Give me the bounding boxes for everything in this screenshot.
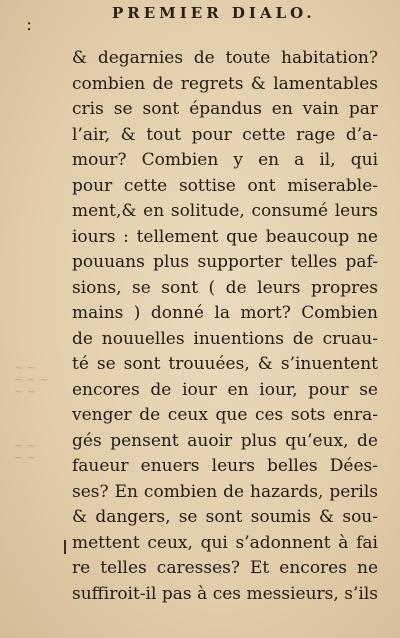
text-line: iours : tellement que beaucoup ne	[72, 226, 378, 247]
text-line: ses? En combien de hazards, perils	[72, 481, 378, 502]
text-line: & degarnies de toute habitation?	[72, 48, 378, 68]
text-line: pour cette sottise ont miserable-	[72, 175, 378, 196]
text-line: faueur enuers leurs belles Dées-	[72, 456, 378, 476]
text-line: sions, se sont ( de leurs propres	[72, 277, 378, 298]
text-line: venger de ceux que ces sots enra-	[72, 405, 378, 425]
text-line: l’air, & tout pour cette rage d’a-	[72, 124, 378, 145]
text-line: cris se sont épandus en vain par	[72, 99, 378, 119]
text-line: gés pensent auoir plus qu’eux, de	[72, 430, 378, 451]
text-line: & dangers, se sont soumis & sou-	[72, 507, 378, 527]
show-through-marks: ~ ~ ~ ~	[14, 439, 36, 464]
text-line: mour? Combien y en a il, qui	[72, 150, 378, 170]
text-line: re telles caresses? Et encores ne	[72, 558, 378, 578]
show-through-marks: ~ ~ ~ ~ ~ ~ ~	[14, 361, 49, 398]
margin-mark: :	[26, 14, 33, 35]
text-line: suffiroit-il pas à ces messieurs, s’ils	[72, 583, 378, 604]
text-line: mettent ceux, qui s’adonnent à fai	[72, 532, 378, 553]
text-line: té se sont trouuées, & s’inuentent	[72, 354, 378, 374]
margin-tick	[64, 540, 66, 554]
text-line: pouuans plus supporter telles paf-	[72, 252, 378, 272]
body-text	[72, 46, 378, 607]
text-line: de nouuelles inuentions de cruau-	[72, 328, 378, 349]
text-line: combien de regrets & lamentables	[72, 73, 378, 94]
text-line: ment,& en solitude, consumé leurs	[72, 201, 378, 221]
text-line: mains ) donné la mort? Combien	[72, 303, 378, 323]
text-line: encores de iour en iour, pour se	[72, 379, 378, 400]
running-head: PREMIER DIALO.	[112, 4, 316, 22]
